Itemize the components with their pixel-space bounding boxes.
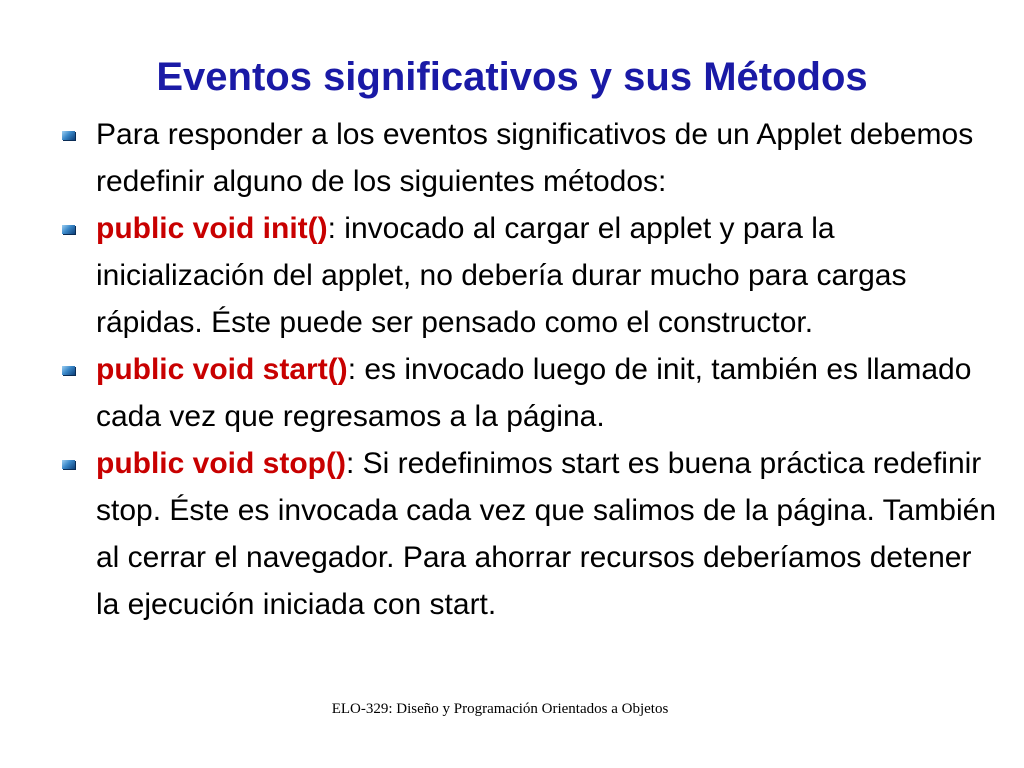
- bullet-list: [56, 111, 996, 628]
- slide-footer: ELO-329: Diseño y Programación Orientados a Objetos: [331, 701, 669, 717]
- blue-square-bullet-icon: [62, 225, 75, 234]
- bullet-text: : es invocado luego de init, también es llamado cada vez que regresamos a la página.: [96, 353, 972, 433]
- bullet-item-init: [56, 205, 996, 346]
- bullet-text: : Si redefinimos start es buena práctica redefinir stop. Éste es invocada cada vez que salimos de la página. También al cerrar el navegador. Para ahorrar recursos deberíamos detener la ejecución iniciada con start.: [96, 447, 996, 621]
- blue-square-bullet-icon: [62, 460, 75, 469]
- bullet-item-start: [56, 346, 996, 440]
- method-signature-stop: public void stop(): [96, 447, 346, 480]
- slide-title: Eventos significativos y sus Métodos: [156, 54, 868, 99]
- blue-square-bullet-icon: [62, 366, 75, 375]
- bullet-item-stop: [56, 440, 996, 628]
- bullet-text: Para responder a los eventos significativos de un Applet debemos redefinir alguno de los siguientes métodos:: [96, 118, 974, 198]
- bullet-text: : invocado al cargar el applet y para la inicialización del applet, no debería durar mucho para cargas rápidas. Éste puede ser pensado como el constructor.: [96, 212, 907, 339]
- bullet-item-intro: [56, 111, 996, 205]
- method-signature-start: public void start(): [96, 353, 348, 386]
- method-signature-init: public void init(): [96, 212, 328, 245]
- blue-square-bullet-icon: [62, 131, 75, 140]
